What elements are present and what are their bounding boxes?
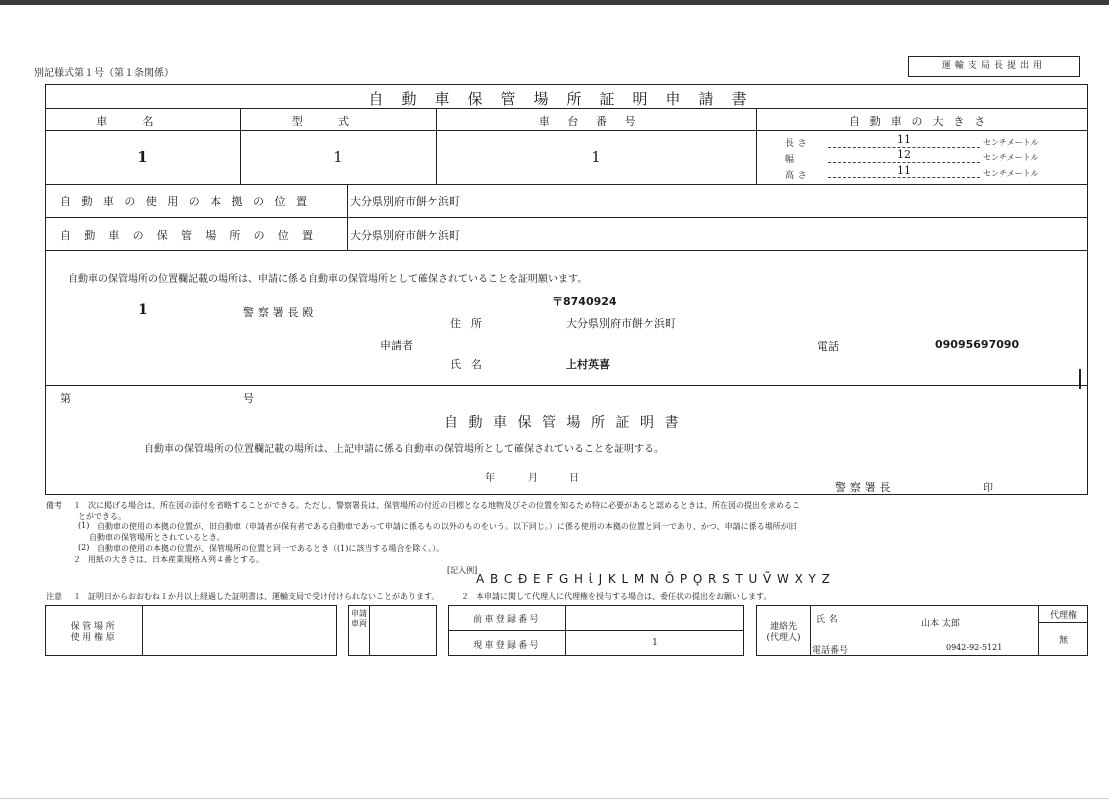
divider <box>240 108 241 184</box>
proxy-label: 代理権 <box>1049 611 1077 621</box>
form-label: 別記様式第１号（第１条関係） <box>34 68 174 79</box>
applicant-vehicle-label: 申請車両 <box>351 609 367 628</box>
divider <box>448 630 744 631</box>
applicant-address: 大分県別府市餅ケ浜町 <box>566 317 676 330</box>
divider <box>45 217 1088 218</box>
header-model: 型式 <box>291 115 385 128</box>
divider <box>369 605 370 656</box>
height-unit: センチメートル <box>983 169 1039 178</box>
width-label: 幅 <box>785 155 795 165</box>
form-title: 自動車保管場所証明申請書 <box>368 90 765 108</box>
header-car-name: 車名 <box>96 115 189 128</box>
certificate-year: 年 <box>485 473 495 484</box>
previous-registration-label: 前車登録番号 <box>473 615 541 625</box>
police-station-name: 1 <box>138 302 148 318</box>
applicant-phone: 09095697090 <box>935 338 1020 351</box>
storage-right-line-2: 使用権原 <box>70 633 118 643</box>
note-2: 用紙の大きさは、日本産業規格Ａ列４番とする。 <box>88 555 264 564</box>
applicant-name-label: 氏名 <box>450 358 492 371</box>
divider <box>45 130 1088 131</box>
sub-note-2: 自動車の使用の本拠の位置が、保管場所の位置と同一であるとき（(1)に該当する場合を除く。）。 <box>97 544 445 553</box>
applicant-label: 申請者 <box>380 339 413 352</box>
certificate-month: 月 <box>528 473 538 484</box>
divider <box>45 250 1088 251</box>
sub-note-1-number: (1) <box>78 521 90 530</box>
divider <box>810 605 811 656</box>
caution-1: 証明日からおおむね１か月以上経過した証明書は、運輸支局で受け付けられないことがあります。 <box>88 592 440 601</box>
model-value: 1 <box>333 148 343 166</box>
certificate-number-prefix: 第 <box>60 392 71 405</box>
storage-location-value: 大分県別府市餅ケ浜町 <box>350 229 460 242</box>
certificate-number-suffix: 号 <box>243 392 254 405</box>
sub-note-1-line-2: 自動車の保管場所とされているとき。 <box>89 533 225 542</box>
header-chassis-number: 車台番号 <box>538 115 654 128</box>
note-1-line-1: 次に掲げる場合は、所在図の添付を省略することができる。ただし、警察署長は、保管場所の付近の目標となる地物及びその位置を知るため特に必要があると認めるときは、所在図の提出を求めるこ <box>88 501 800 510</box>
certificate-sentence: 自動車の保管場所の位置欄記載の場所は、上記申請に係る自動車の保管場所として確保されていることを証明する。 <box>144 444 664 455</box>
divider <box>756 108 757 184</box>
storage-location-label: 自動車の保管場所の位置 <box>60 229 327 242</box>
current-registration-label: 現車登録番号 <box>473 641 541 651</box>
divider <box>45 184 1088 185</box>
contact-phone: 0942-92-5121 <box>946 643 1003 652</box>
width-unit: センチメートル <box>983 153 1039 162</box>
notes-label: 備考 <box>46 501 62 510</box>
header-vehicle-size: 自動車の大きさ <box>848 115 996 128</box>
divider <box>436 108 437 184</box>
height-value: 11 <box>897 164 911 177</box>
divider <box>142 605 143 656</box>
viewer-top-bar <box>0 0 1109 5</box>
divider <box>828 177 980 178</box>
contact-label-line-1: 連絡先 <box>769 622 797 632</box>
applicant-phone-label: 電話 <box>817 340 839 353</box>
example-label: [記入例] <box>447 566 478 575</box>
contact-name: 山本 太郎 <box>921 619 960 629</box>
caution-2-number: ２ <box>461 592 469 601</box>
divider <box>45 108 1088 109</box>
applicant-name: 上村英喜 <box>566 358 610 371</box>
divider <box>1038 622 1088 623</box>
contact-name-label: 氏名 <box>816 615 842 625</box>
chassis-number-value: 1 <box>591 148 601 166</box>
note-1-number: １ <box>73 501 81 510</box>
note-2-number: ２ <box>73 555 81 564</box>
note-1-line-2: とができる。 <box>78 512 126 521</box>
certificate-seal: 印 <box>983 483 993 494</box>
current-registration-value: 1 <box>652 638 658 648</box>
example-letters: A B C Đ E F G H ἰ J K L M N Ō P Ǫ R S T U Ṽ W X Y Z <box>476 572 831 586</box>
certificate-chief: 警察署長 <box>835 481 895 494</box>
usage-location-label: 自動車の使用の本拠の位置 <box>60 195 318 208</box>
car-name-value: 1 <box>137 148 148 166</box>
caution-2: 本申請に関して代理人に代理権を授与する場合は、委任状の提出をお願いします。 <box>476 592 772 601</box>
divider <box>45 385 1088 386</box>
certificate-day: 日 <box>569 473 579 484</box>
sub-note-1-line-1: 自動車の使用の本拠の位置が、旧自動車（申請者が保有者である自動車であって申請に係るもの以外のものをいう。以下同じ。）に係る使用の本拠の位置と同一であり、かつ、申請に係る場所が旧 <box>97 522 797 531</box>
sub-note-2-number: (2) <box>78 543 90 552</box>
police-chief-salutation: 警察署長殿 <box>243 306 318 319</box>
page-bottom-edge <box>0 798 1109 799</box>
length-value: 11 <box>897 133 911 146</box>
certificate-title: 自動車保管場所証明書 <box>444 415 689 431</box>
caution-label: 注意 <box>46 592 62 601</box>
storage-right-line-1: 保管場所 <box>70 622 118 632</box>
applicant-postal-code: 〒8740924 <box>552 295 617 308</box>
usage-location-value: 大分県別府市餅ケ浜町 <box>350 195 460 208</box>
applicant-address-label: 住所 <box>450 317 492 330</box>
proxy-value: 無 <box>1058 636 1068 646</box>
caution-1-number: １ <box>73 592 81 601</box>
submit-to-badge: 運輸支局長提出用 <box>908 56 1080 77</box>
contact-label-line-2: (代理人) <box>766 633 801 643</box>
length-unit: センチメートル <box>983 138 1039 147</box>
length-label: 長さ <box>785 139 811 149</box>
contact-phone-label: 電話番号 <box>812 646 849 656</box>
request-sentence: 自動車の保管場所の位置欄記載の場所は、申請に係る自動車の保管場所として確保されていることを証明願います。 <box>68 274 588 285</box>
text-cursor <box>1079 369 1081 389</box>
height-label: 高さ <box>785 171 811 181</box>
width-value: 12 <box>897 148 911 161</box>
divider <box>828 162 980 163</box>
